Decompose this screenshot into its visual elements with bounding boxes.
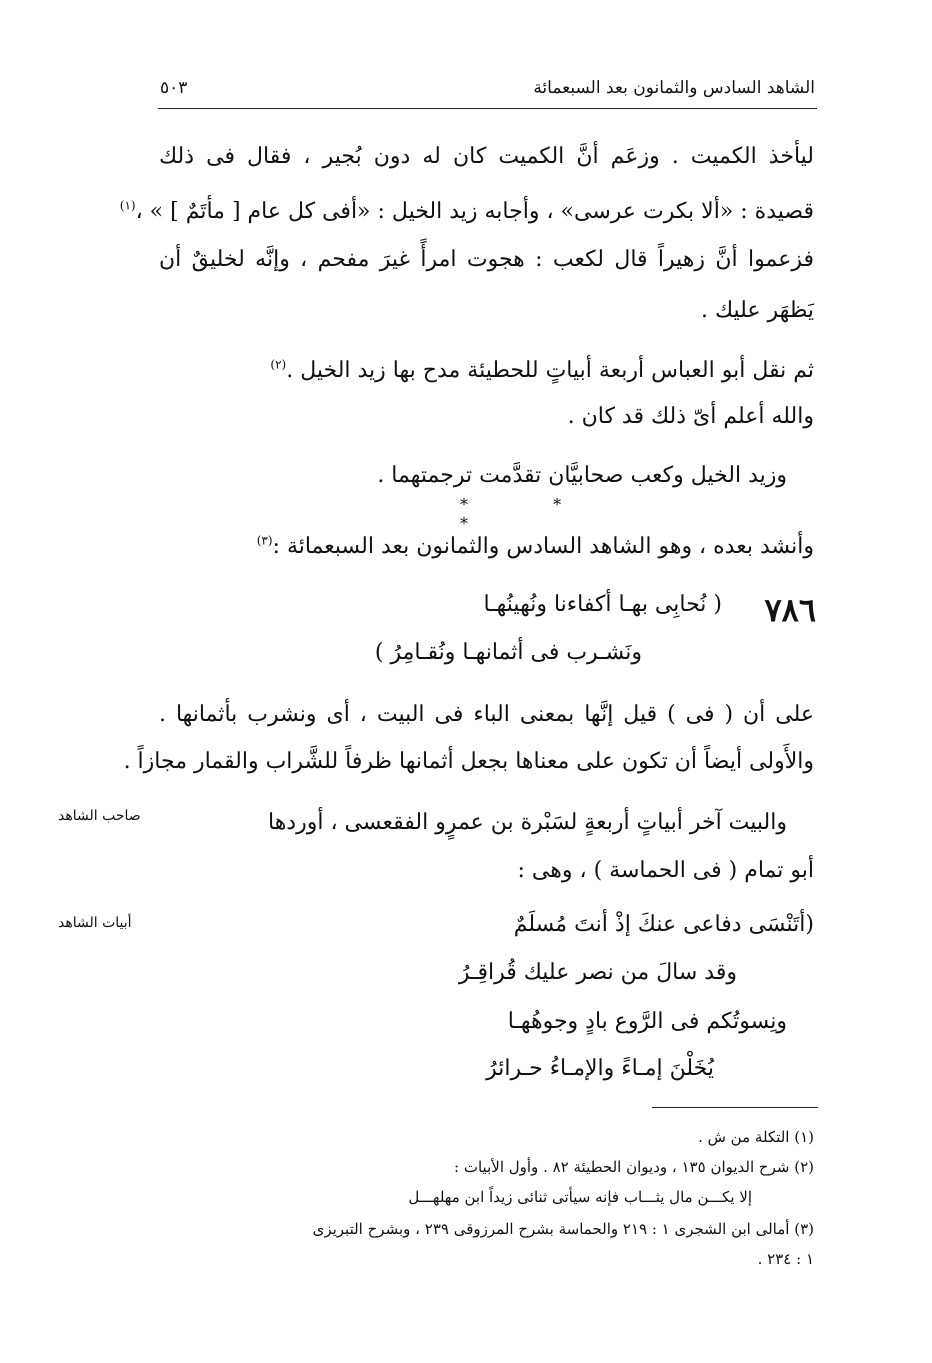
body-line-2: [119, 197, 814, 227]
body-line-11: والبيت آخر أبياتٍ أربعةٍ لسَبْرة بن عمرٍو الفقعسى ، أوردها: [268, 810, 787, 835]
body-line-9: على أن ( فى ) قيل إنَّها بمعنى الباء فى البيت ، أى ونشرب بأثمانها .: [159, 702, 814, 727]
body-line-8: [159, 532, 814, 562]
footnote-ref-2: (٢): [270, 357, 287, 372]
shahid-number: ٧٨٦: [764, 591, 816, 629]
margin-note-author: صاحب الشاهد: [58, 808, 141, 824]
header-title: الشاهد السادس والثمانون بعد السبعمائة: [533, 78, 815, 98]
body-line-12: أبو تمام ( فى الحماسة ) ، وهى :: [517, 858, 814, 883]
shahid-verse-2: ونَشـرب فى أثمانهـا ونُقـامِرُ ): [374, 640, 642, 665]
body-line-8-text: وأنشد بعده ، وهو الشاهد السادس والثمانون بعد السبعمائة :: [272, 534, 814, 559]
body-line-2-text: قصيدة : «ألا بكرت عرسى» ، وأجابه زيد الخيل : «أفى كل عام [ مأتَمٌ ] » ،: [135, 199, 814, 224]
body-line-6: والله أعلم أىّ ذلك قد كان .: [567, 404, 814, 429]
footnote-3: (٣) أمالى ابن الشجرى ١ : ٢١٩ والحماسة بشرح المرزوقى ٢٣٩ ، وبشرح التبريزى: [312, 1220, 814, 1238]
poem-verse-3: ونِسوتُكم فى الرَّوع بادٍ وجوهُهـا: [507, 1009, 787, 1034]
body-line-4: يَظهَر عليك .: [700, 298, 814, 323]
margin-note-verses: أبيات الشاهد: [58, 915, 132, 931]
body-line-5-text: ثم نقل أبو العباس أربعة أبياتٍ للحطيئة مدح بها زيد الخيل .: [286, 358, 814, 383]
poem-verse-4: يُخَلْنَ إمـاءً والإمـاءُ حـرائرُ: [486, 1056, 714, 1081]
header-rule: [158, 108, 817, 109]
footnote-3-cont: ١ : ٢٣٤ .: [757, 1250, 814, 1268]
body-line-7: وزيد الخيل وكعب صحابيَّان تقدَّمت ترجمتهما .: [377, 463, 787, 488]
footnote-2: (٢) شرح الديوان ١٣٥ ، وديوان الحطيئة ٨٢ . وأول الأبيات :: [454, 1158, 814, 1176]
footnote-ref-1: (١): [119, 198, 136, 213]
body-line-3: فزعموا أنَّ زهيراً قال لكعب : هجوت امرأً غيرَ مفحم ، وإنَّه لخليقٌ أن: [159, 247, 814, 272]
running-header: [160, 78, 815, 108]
body-line-1: ليأخذ الكميت . وزعَم أنَّ الكميت كان له دون بُجير ، فقال فى ذلك: [159, 144, 814, 169]
poem-verse-2: وقد سالَ من نصر عليك قُراقِـرُ: [458, 960, 737, 985]
section-divider-stars: * * *: [460, 495, 602, 533]
body-line-10: والأَولى أيضاً أن تكون على معناها بجعل أثمانها ظرفاً للشَّراب والقمار مجازاً .: [123, 749, 814, 774]
body-line-5: [174, 356, 814, 386]
footnote-rule: [652, 1107, 818, 1108]
shahid-verse-1: ( نُحابِى بهـا أكفاءنا ونُهينُهـا: [483, 592, 722, 617]
footnote-ref-3: (٣): [256, 533, 273, 548]
page-number: ٥٠٣: [160, 78, 188, 98]
poem-verse-1: (أتَنْسَى دفاعى عنكَ إذْ أنتَ مُسلَمٌ: [513, 912, 814, 937]
footnote-1: (١) التكلة من ش .: [698, 1128, 814, 1146]
footnote-2-verse: إلا يكـــن مال يثـــاب فإنه سيأتى ثنائى زيداً ابن مهلهـــل: [408, 1188, 752, 1206]
